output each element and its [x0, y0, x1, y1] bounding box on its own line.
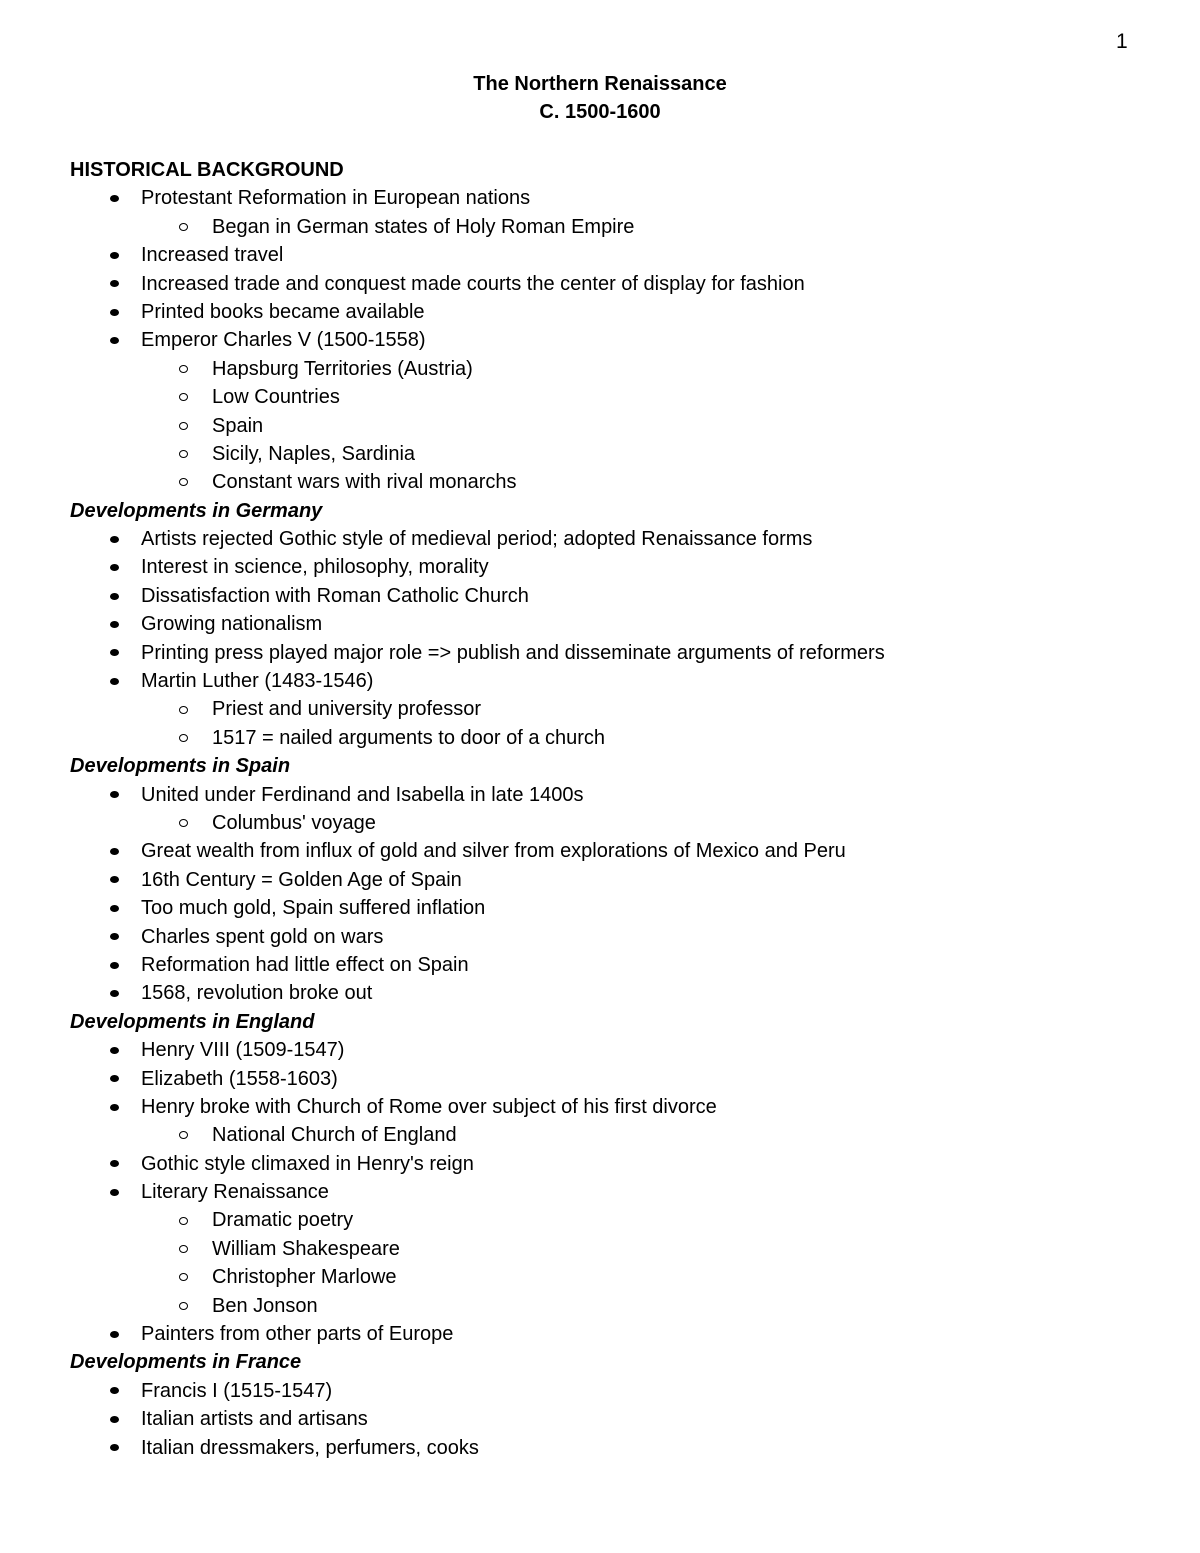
list-item-text: Great wealth from influx of gold and silver from explorations of Mexico and Peru [141, 840, 846, 863]
sub-list-item [70, 1292, 1150, 1320]
list-item [70, 979, 1150, 1007]
list-item-text: United under Ferdinand and Isabella in late 1400s [141, 783, 584, 806]
bullet-icon [108, 923, 120, 951]
list-item-text: Henry broke with Church of Rome over subject of his first divorce [141, 1095, 717, 1118]
bullet-icon [108, 1150, 120, 1178]
sub-list-item [70, 695, 1150, 723]
hollow-bullet-icon [177, 213, 189, 241]
list-item-text: Ben Jonson [212, 1294, 318, 1317]
bullet-icon [108, 951, 120, 979]
list-item-text: Columbus' voyage [212, 811, 376, 834]
list-item [70, 525, 1150, 553]
list-item-text: 16th Century = Golden Age of Spain [141, 868, 462, 891]
bullet-icon [108, 1320, 120, 1348]
bullet-icon [108, 326, 120, 354]
list-item [70, 241, 1150, 269]
list-item [70, 639, 1150, 667]
bullet-icon [108, 1178, 120, 1206]
list-item-text: National Church of England [212, 1124, 457, 1147]
list-item-text: Christopher Marlowe [212, 1266, 397, 1289]
list-item-text: Sicily, Naples, Sardinia [212, 442, 416, 465]
bullet-icon [108, 667, 120, 695]
hollow-bullet-icon [177, 1121, 189, 1149]
hollow-bullet-icon [177, 809, 189, 837]
list-item-text: Spain [212, 414, 264, 437]
bullet-icon [108, 298, 120, 326]
hollow-bullet-icon [177, 355, 189, 383]
sub-list-item [70, 1235, 1150, 1263]
hollow-bullet-icon [177, 383, 189, 411]
bullet-icon [108, 525, 120, 553]
list-item [70, 866, 1150, 894]
hollow-bullet-icon [177, 724, 189, 752]
sub-list-item [70, 213, 1150, 241]
list-item-text: Increased travel [141, 244, 284, 267]
hollow-bullet-icon [177, 1263, 189, 1291]
list-item-text: 1517 = nailed arguments to door of a church [212, 726, 606, 749]
list-item-text: Painters from other parts of Europe [141, 1323, 454, 1346]
bullet-icon [108, 1093, 120, 1121]
hollow-bullet-icon [177, 1235, 189, 1263]
list-item [70, 184, 1150, 212]
list-item [70, 1093, 1150, 1121]
bullet-icon [108, 837, 120, 865]
list-item [70, 923, 1150, 951]
list-item-text: Constant wars with rival monarchs [212, 471, 517, 494]
list-item-text: Printing press played major role => publish and disseminate arguments of reformers [141, 641, 885, 664]
list-item-text: Elizabeth (1558-1603) [141, 1067, 338, 1090]
sub-list-item [70, 1121, 1150, 1149]
list-item [70, 1065, 1150, 1093]
list-item-text: Began in German states of Holy Roman Empire [212, 215, 635, 238]
list-item-text: Printed books became available [141, 300, 425, 323]
section-heading [70, 1008, 1150, 1036]
list-item [70, 270, 1150, 298]
list-item-text: Protestant Reformation in European nations [141, 187, 531, 210]
sub-list-item [70, 383, 1150, 411]
list-item-text: Low Countries [212, 386, 340, 409]
sub-list-item [70, 412, 1150, 440]
list-item [70, 1150, 1150, 1178]
section-heading-text: Developments in Germany [70, 499, 323, 522]
sub-list-item [70, 809, 1150, 837]
hollow-bullet-icon [177, 695, 189, 723]
bullet-icon [108, 639, 120, 667]
list-item-text: Francis I (1515-1547) [141, 1379, 333, 1402]
section-heading [70, 752, 1150, 780]
list-item-text: 1568, revolution broke out [141, 982, 373, 1005]
list-item-text: Increased trade and conquest made courts the center of display for fashion [141, 272, 805, 295]
bullet-icon [108, 184, 120, 212]
page-number: 1 [1116, 30, 1128, 53]
bullet-icon [108, 582, 120, 610]
list-item [70, 1036, 1150, 1064]
bullet-icon [108, 1036, 120, 1064]
bullet-icon [108, 1405, 120, 1433]
list-item-text: Charles spent gold on wars [141, 925, 384, 948]
bullet-icon [108, 1065, 120, 1093]
list-item [70, 1320, 1150, 1348]
list-item [70, 951, 1150, 979]
list-item [70, 894, 1150, 922]
hollow-bullet-icon [177, 412, 189, 440]
sub-list-item [70, 355, 1150, 383]
list-item-text: Italian artists and artisans [141, 1408, 368, 1431]
bullet-icon [108, 270, 120, 298]
section-heading-text: Developments in Spain [70, 755, 291, 778]
list-item [70, 298, 1150, 326]
list-item [70, 667, 1150, 695]
list-item [70, 1377, 1150, 1405]
document-title: The Northern Renaissance [473, 73, 727, 95]
bullet-icon [108, 1434, 120, 1462]
document-title-block [0, 70, 1200, 126]
list-item [70, 610, 1150, 638]
list-item-text: Reformation had little effect on Spain [141, 953, 469, 976]
list-item [70, 582, 1150, 610]
hollow-bullet-icon [177, 440, 189, 468]
list-item [70, 326, 1150, 354]
section-heading-text: Developments in France [70, 1351, 302, 1374]
bullet-icon [108, 241, 120, 269]
section-heading-text: Developments in England [70, 1010, 315, 1033]
list-item-text: Priest and university professor [212, 698, 482, 721]
list-item-text: Emperor Charles V (1500-1558) [141, 329, 426, 352]
sub-list-item [70, 724, 1150, 752]
list-item [70, 1434, 1150, 1462]
bullet-icon [108, 866, 120, 894]
list-item [70, 1405, 1150, 1433]
document-subtitle: C. 1500-1600 [539, 101, 661, 123]
section-heading [70, 156, 1150, 184]
list-item-text: Dissatisfaction with Roman Catholic Church [141, 584, 529, 607]
list-item-text: Martin Luther (1483-1546) [141, 670, 374, 693]
list-item-text: Dramatic poetry [212, 1209, 354, 1232]
list-item [70, 837, 1150, 865]
bullet-icon [108, 781, 120, 809]
list-item-text: Italian dressmakers, perfumers, cooks [141, 1436, 479, 1459]
hollow-bullet-icon [177, 1292, 189, 1320]
list-item-text: Henry VIII (1509-1547) [141, 1039, 345, 1062]
document-body [70, 156, 1150, 1462]
bullet-icon [108, 979, 120, 1007]
list-item-text: Hapsburg Territories (Austria) [212, 357, 473, 380]
bullet-icon [108, 894, 120, 922]
list-item [70, 1178, 1150, 1206]
list-item-text: Interest in science, philosophy, morality [141, 556, 489, 579]
list-item-text: Gothic style climaxed in Henry's reign [141, 1152, 474, 1175]
bullet-icon [108, 553, 120, 581]
hollow-bullet-icon [177, 1206, 189, 1234]
list-item-text: Artists rejected Gothic style of medieval period; adopted Renaissance forms [141, 528, 813, 551]
list-item-text: Literary Renaissance [141, 1181, 329, 1204]
bullet-icon [108, 1377, 120, 1405]
list-item [70, 553, 1150, 581]
sub-list-item [70, 1263, 1150, 1291]
section-heading [70, 497, 1150, 525]
sub-list-item [70, 440, 1150, 468]
list-item-text: Too much gold, Spain suffered inflation [141, 897, 486, 920]
bullet-icon [108, 610, 120, 638]
sub-list-item [70, 1206, 1150, 1234]
section-heading [70, 1348, 1150, 1376]
list-item-text: William Shakespeare [212, 1237, 400, 1260]
list-item-text: Growing nationalism [141, 613, 323, 636]
section-heading-text: HISTORICAL BACKGROUND [70, 159, 344, 181]
list-item [70, 781, 1150, 809]
hollow-bullet-icon [177, 468, 189, 496]
sub-list-item [70, 468, 1150, 496]
